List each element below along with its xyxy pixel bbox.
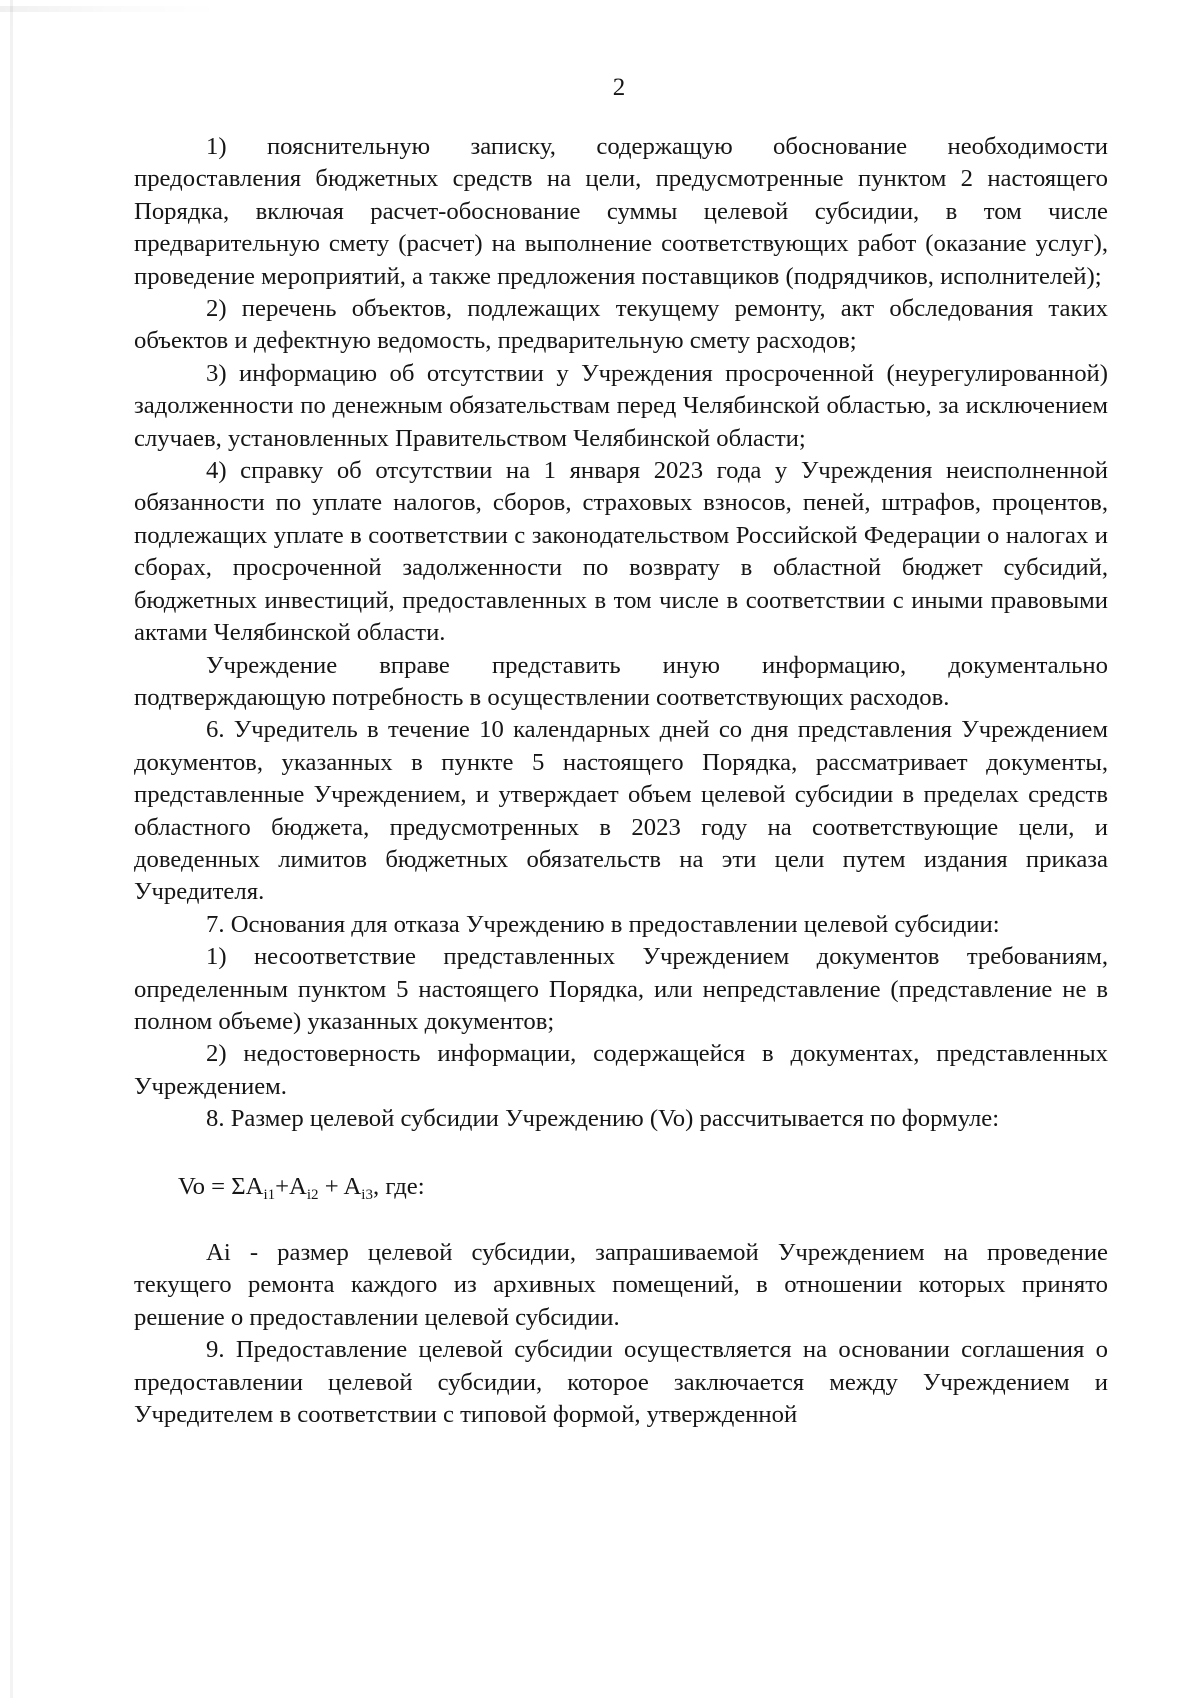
paragraph-ai-definition: Ai - размер целевой субсидии, запрашиваемой Учреждением на проведение текущего ремонта каждого из архивных помещений, в отношении которых принято решение о предоставлении целевой субсидии. — [134, 1239, 1108, 1331]
document-body — [134, 131, 1108, 1431]
formula-plus-2: + A — [318, 1172, 362, 1200]
paragraph-item-7: 7. Основания для отказа Учреждению в предоставлении целевой субсидии: — [206, 910, 1000, 938]
paragraph-item-7-1: 1) несоответствие представленных Учреждением документов требованиям, определенным пунктом 5 настоящего Порядка, или непредставление (представление не в полном объеме) указанных документов; — [134, 943, 1108, 1035]
scan-edge-shadow — [10, 0, 13, 1698]
formula-tail: , где: — [372, 1172, 425, 1200]
paragraph-other-info: Учреждение вправе представить иную информацию, документально подтверждающую потребность в осуществлении соответствующих расходов. — [134, 651, 1108, 711]
scan-top-smudge — [0, 6, 220, 12]
formula — [134, 1136, 1108, 1237]
paragraph-item-8: 8. Размер целевой субсидии Учреждению (Vo) рассчитывается по формуле: — [206, 1105, 1000, 1133]
formula-sub-2: i2 — [306, 1186, 319, 1203]
formula-lhs: Vo = ΣA — [178, 1172, 264, 1200]
page-number: 2 — [612, 74, 626, 101]
formula-sub-1: i1 — [263, 1186, 276, 1203]
formula-plus-1: +A — [275, 1172, 307, 1200]
paragraph-explanatory-note: 1) пояснительную записку, содержащую обоснование необходимости предоставления бюджетных средств на цели, предусмотренные пунктом 2 настоящего Порядка, включая расчет-обоснование суммы целевой субсидии, в том числе предварительную смету (расчет) на выполнение соответствующих работ (оказание услуг), проведение мероприятий, а также предложения поставщиков (подрядчиков, исполнителей); — [134, 133, 1108, 290]
paragraph-item-6: 6. Учредитель в течение 10 календарных дней со дня представления Учреждением документов, указанных в пункте 5 настоящего Порядка, рассматривает документы, представленные Учреждением, и утверждает объем целевой субсидии в пределах средств областного бюджета, предусмотренных в 2023 году на соответствующие цели, и доведенных лимитов бюджетных обязательств на эти цели путем издания приказа Учредителя. — [134, 716, 1108, 906]
paragraph-debt-info: 3) информацию об отсутствии у Учреждения просроченной (неурегулированной) задолженности по денежным обязательствам перед Челябинской областью, за исключением случаев, установленных Правительством Челябинской области; — [134, 359, 1108, 452]
paragraph-tax-certificate: 4) справку об отсутствии на 1 января 2023 года у Учреждения неисполненной обязанности по уплате налогов, сборов, страховых взносов, пеней, штрафов, процентов, подлежащих уплате в соответствии с законодательством Российской Федерации о налогах и сборах, просроченной задолженности по возврату в областной бюджет субсидий, бюджетных инвестиций, предоставленных в том числе в соответствии с иными правовыми актами Челябинской области. — [134, 457, 1108, 647]
paragraph-item-9: 9. Предоставление целевой субсидии осуществляется на основании соглашения о предоставлении целевой субсидии, которое заключается между Учреждением и Учредителем в соответствии с типовой формой, утвержденной — [134, 1336, 1108, 1429]
paragraph-item-7-2: 2) недостоверность информации, содержащейся в документах, представленных Учреждением. — [134, 1040, 1108, 1100]
formula-sub-3: i3 — [361, 1186, 373, 1203]
paragraph-objects-list: 2) перечень объектов, подлежащих текущему ремонту, акт обследования таких объектов и дефектную ведомость, предварительную смету расходов; — [134, 295, 1108, 355]
